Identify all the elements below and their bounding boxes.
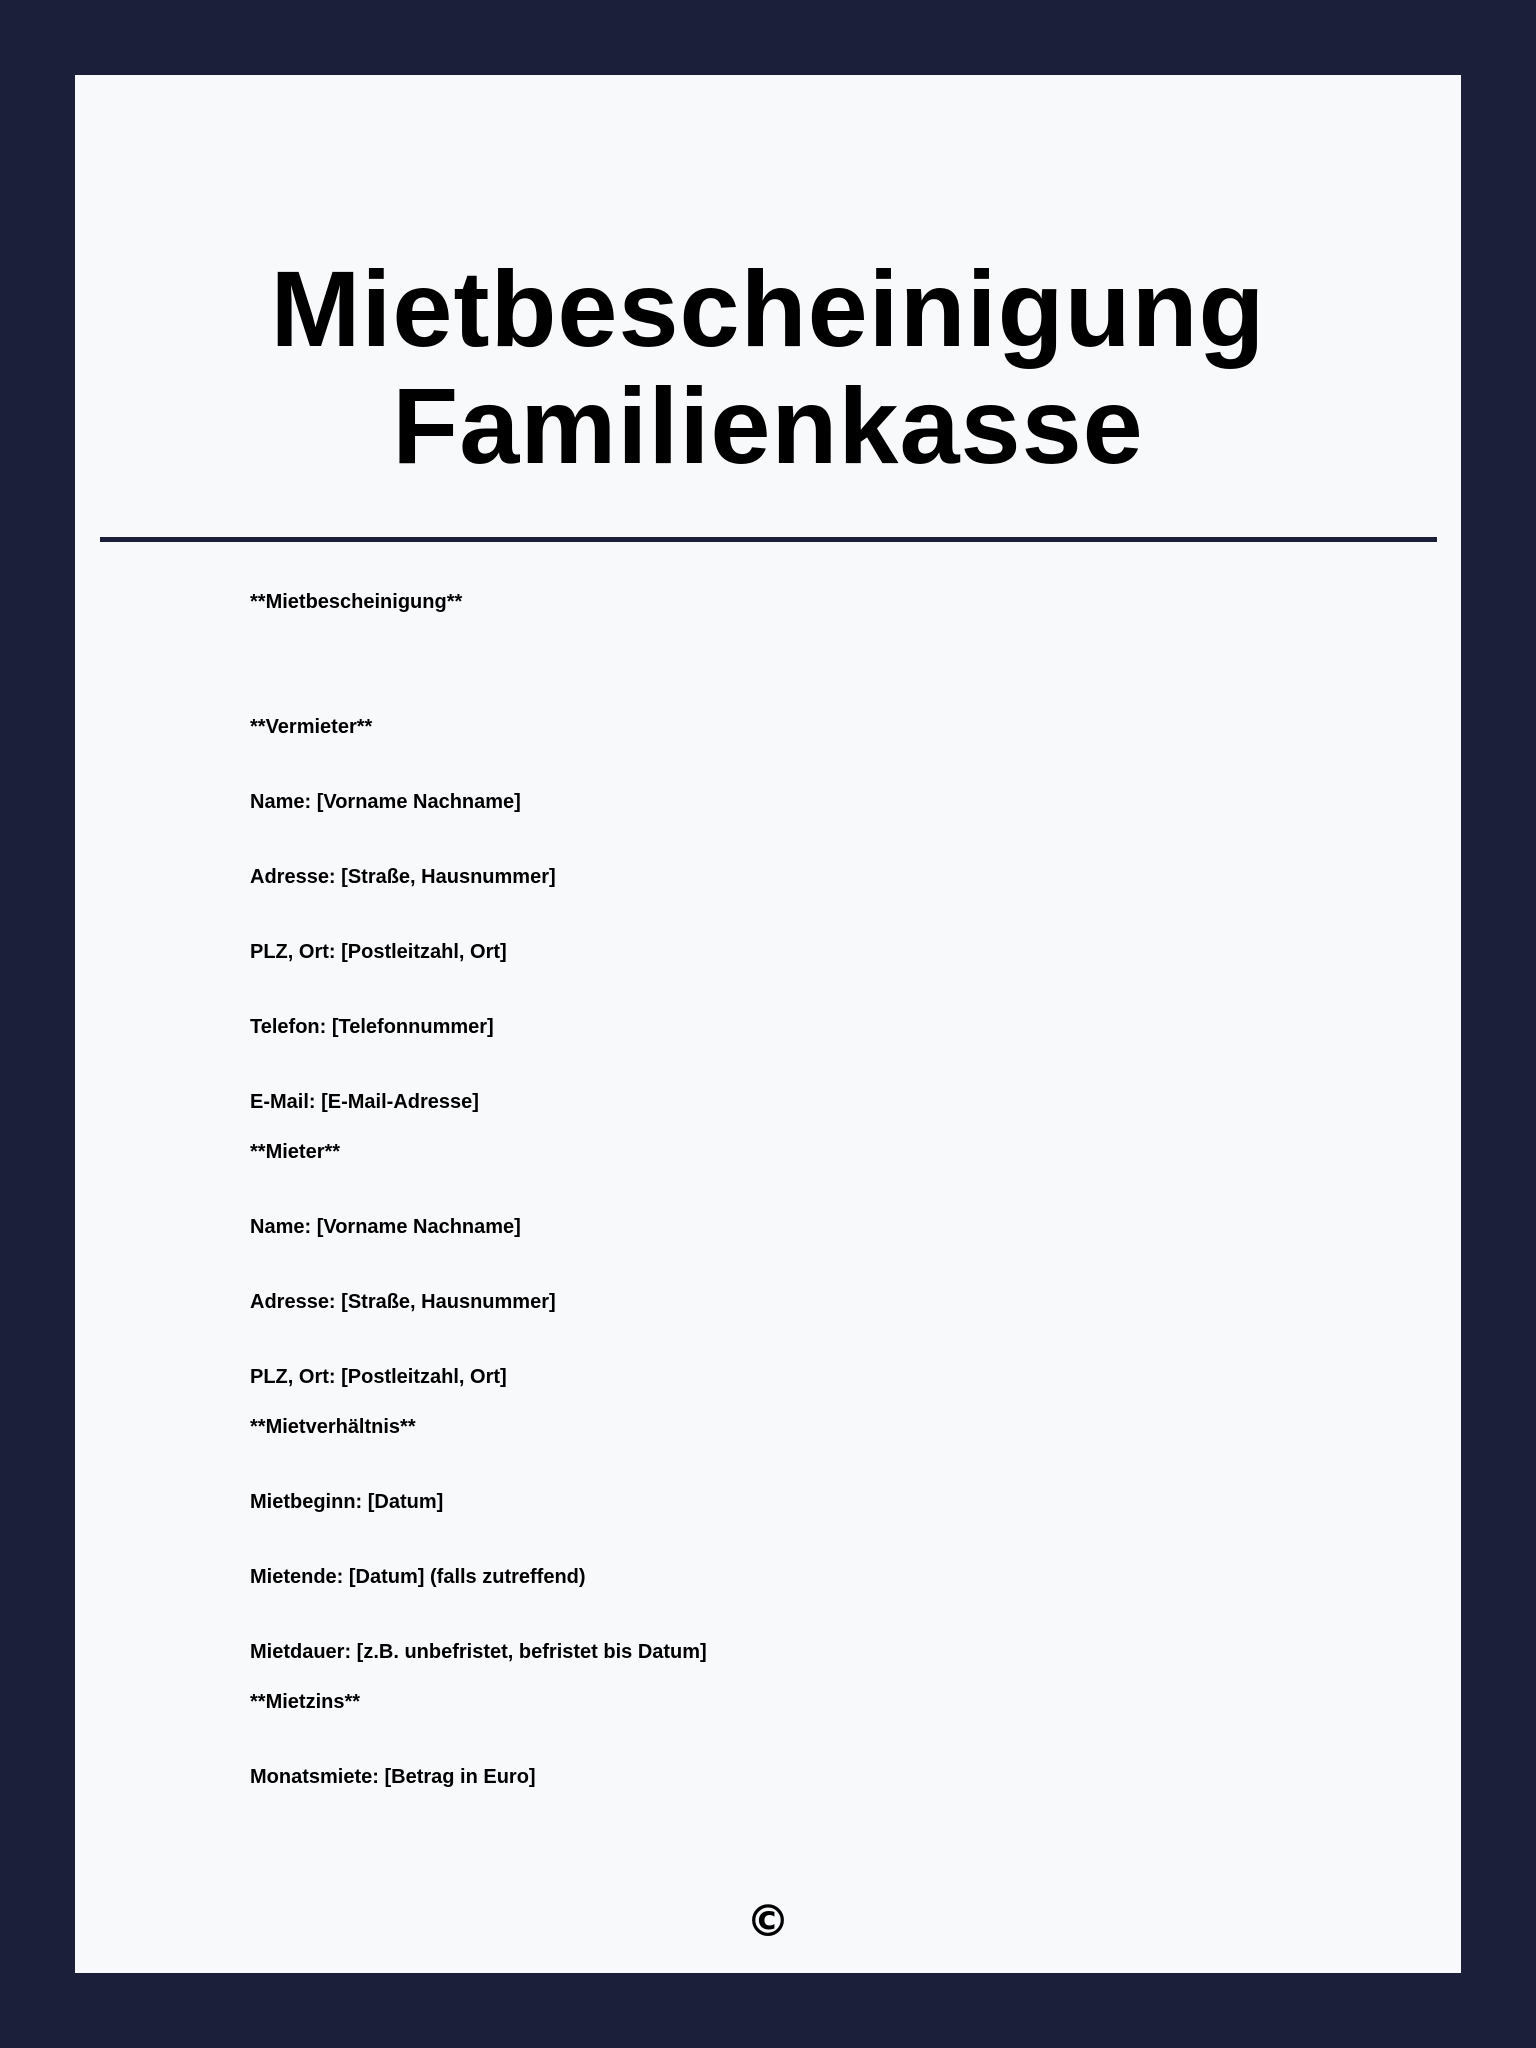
copyright-icon: © [746,1896,790,1947]
vermieter-adresse: Adresse: [Straße, Hausnummer] [250,866,556,888]
mietbeginn: Mietbeginn: [Datum] [250,1491,444,1513]
heading-mietverhaeltnis: **Mietverhältnis** [250,1416,416,1438]
mieter-plz-ort: PLZ, Ort: [Postleitzahl, Ort] [250,1366,507,1388]
title-divider [100,537,1437,542]
mieter-name: Name: [Vorname Nachname] [250,1216,521,1238]
vermieter-email: E-Mail: [E-Mail-Adresse] [250,1091,479,1113]
vermieter-telefon: Telefon: [Telefonnummer] [250,1016,494,1038]
document-page [75,75,1461,1973]
title-line-2: Familienkasse [392,365,1144,486]
heading-mietzins: **Mietzins** [250,1691,361,1713]
document-title [75,250,1461,484]
monatsmiete: Monatsmiete: [Betrag in Euro] [250,1766,536,1788]
heading-vermieter: **Vermieter** [250,716,373,738]
mieter-adresse: Adresse: [Straße, Hausnummer] [250,1291,556,1313]
vermieter-name: Name: [Vorname Nachname] [250,791,521,813]
vermieter-plz-ort: PLZ, Ort: [Postleitzahl, Ort] [250,941,507,963]
title-line-1: Mietbescheinigung [270,248,1266,369]
heading-mieter: **Mieter** [250,1141,341,1163]
mietdauer: Mietdauer: [z.B. unbefristet, befristet bis Datum] [250,1641,707,1663]
heading-mietbescheinigung: **Mietbescheinigung** [250,591,463,613]
mietende: Mietende: [Datum] (falls zutreffend) [250,1566,586,1588]
